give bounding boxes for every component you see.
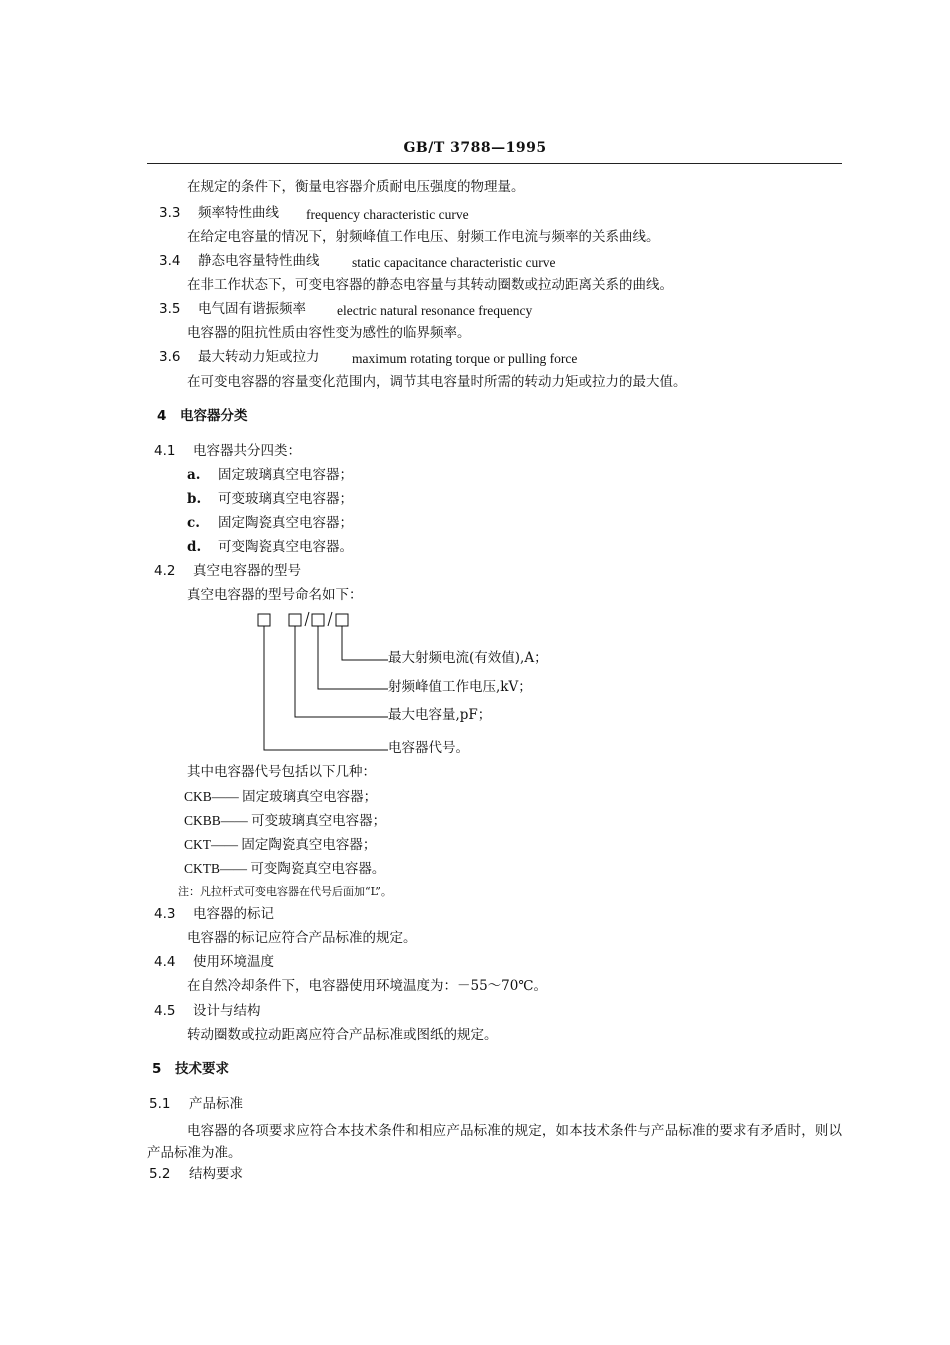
- leader-line-voltage: [318, 626, 388, 689]
- list-item-b: 可变玻璃真空电容器；: [218, 491, 353, 507]
- section-5-1-number: 5.1: [149, 1096, 171, 1112]
- section-3-3-title: 频率特性曲线: [198, 205, 279, 221]
- section-3-5-definition: 电容器的阻抗性质由容性变为感性的临界频率。: [187, 325, 471, 341]
- section-4-1-number: 4.1: [154, 443, 176, 459]
- section-3-6-definition: 在可变电容器的容量变化范围内，调节其电容量时所需的转动力矩或拉力的最大值。: [187, 374, 687, 390]
- section-3-4-title: 静态电容量特性曲线: [198, 253, 320, 269]
- section-4-4-definition: 在自然冷却条件下，电容器使用环境温度为：－55～70℃。: [187, 978, 547, 994]
- leader-line-code: [264, 626, 388, 750]
- definition-tail: 在规定的条件下，衡量电容器介质耐电压强度的物理量。: [187, 179, 525, 195]
- list-item-d: 可变陶瓷真空电容器。: [218, 539, 353, 555]
- diagram-label-code: 电容器代号。: [388, 740, 469, 756]
- section-4-number: 4: [157, 408, 167, 424]
- section-5-number: 5: [152, 1061, 162, 1077]
- list-item-c-key: c.: [187, 515, 200, 531]
- section-4-3-definition: 电容器的标记应符合产品标准的规定。: [187, 930, 417, 946]
- section-4-4-title: 使用环境温度: [193, 954, 274, 970]
- section-4-3-title: 电容器的标记: [193, 906, 274, 922]
- section-4-2-number: 4.2: [154, 563, 176, 579]
- list-item-c: 固定陶瓷真空电容器；: [218, 515, 353, 531]
- section-5-2-title: 结构要求: [189, 1166, 243, 1182]
- voltage-box: [312, 614, 324, 626]
- code-ckt: CKT—— 固定陶瓷真空电容器；: [184, 837, 377, 852]
- section-3-4-number: 3.4: [159, 253, 181, 269]
- diagram-label-capacitance: 最大电容量,pF；: [388, 707, 492, 723]
- diagram-label-current: 最大射频电流(有效值),A；: [388, 650, 548, 666]
- code-ckb: CKB—— 固定玻璃真空电容器；: [184, 789, 378, 804]
- list-item-a-key: a.: [187, 467, 201, 483]
- section-5-1-title: 产品标准: [189, 1096, 243, 1112]
- code-box: [258, 614, 270, 626]
- section-4-3-number: 4.3: [154, 906, 176, 922]
- codes-intro: 其中电容器代号包括以下几种：: [187, 764, 376, 780]
- section-4-1-title: 电容器共分四类：: [193, 443, 301, 459]
- section-3-3-definition: 在给定电容量的情况下，射频峰值工作电压、射频工作电流与频率的关系曲线。: [187, 229, 660, 245]
- section-4-2-intro: 真空电容器的型号命名如下：: [187, 587, 363, 603]
- code-ckbb: CKBB—— 可变玻璃真空电容器；: [184, 813, 387, 828]
- diagram-label-voltage: 射频峰值工作电压,kV；: [388, 679, 532, 695]
- section-4-5-definition: 转动圈数或拉动距离应符合产品标准或图纸的规定。: [187, 1027, 498, 1043]
- section-3-6-title: 最大转动力矩或拉力: [198, 349, 320, 365]
- list-item-d-key: d.: [187, 539, 202, 555]
- current-box: [336, 614, 348, 626]
- section-3-5-english: electric natural resonance frequency: [337, 303, 533, 318]
- section-4-heading: 电容器分类: [180, 408, 248, 424]
- section-4-5-title: 设计与结构: [193, 1003, 261, 1019]
- section-3-5-number: 3.5: [159, 301, 181, 317]
- section-3-3-english: frequency characteristic curve: [306, 207, 469, 222]
- capacitance-box: [289, 614, 301, 626]
- section-4-4-number: 4.4: [154, 954, 176, 970]
- section-4-5-number: 4.5: [154, 1003, 176, 1019]
- code-cktb: CKTB—— 可变陶瓷真空电容器。: [184, 861, 386, 876]
- list-item-a: 固定玻璃真空电容器；: [218, 467, 353, 483]
- leader-line-current: [342, 626, 388, 660]
- section-4-2-title: 真空电容器的型号: [193, 563, 301, 579]
- list-item-b-key: b.: [187, 491, 202, 507]
- section-3-5-title: 电气固有谐振频率: [198, 301, 306, 317]
- section-3-6-number: 3.6: [159, 349, 181, 365]
- section-5-1-paragraph: 电容器的各项要求应符合本技术条件和相应产品标准的规定，如本技术条件与产品标准的要求有矛盾时，则以产品标准为准。: [147, 1123, 842, 1161]
- naming-note: 注：凡拉杆式可变电容器在代号后面加“L”。: [178, 885, 392, 898]
- section-5-heading: 技术要求: [175, 1061, 229, 1077]
- section-3-4-definition: 在非工作状态下，可变电容器的静态电容量与其转动圈数或拉动距离关系的曲线。: [187, 277, 673, 293]
- section-3-4-english: static capacitance characteristic curve: [352, 255, 556, 270]
- page-header: GB/T 3788—1995: [403, 140, 547, 156]
- section-3-3-number: 3.3: [159, 205, 181, 221]
- section-5-2-number: 5.2: [149, 1166, 171, 1182]
- section-3-6-english: maximum rotating torque or pulling force: [352, 351, 578, 366]
